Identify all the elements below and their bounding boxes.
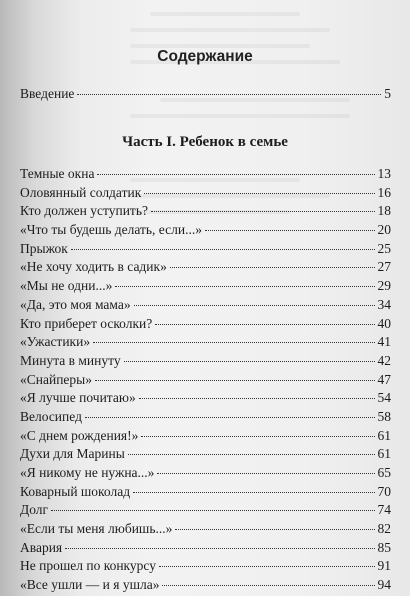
- toc-entry: [20, 353, 391, 372]
- toc-entry-page: 42: [377, 352, 391, 368]
- toc-entry-title: Авария: [20, 539, 63, 555]
- toc-entry: [20, 259, 391, 278]
- dot-leader: [139, 398, 375, 399]
- part-title: Часть I. Ребенок в семье: [122, 134, 288, 150]
- toc-entry-page: 61: [377, 427, 391, 443]
- toc-entry-title: «Да, это моя мама»: [20, 296, 131, 312]
- toc-entry-title: «Я лучше почитаю»: [20, 390, 136, 406]
- toc-entry-page: 13: [377, 166, 391, 181]
- toc-entry: [20, 297, 391, 316]
- dot-leader: [71, 249, 375, 250]
- toc-entry-title: «Все ушли — и я ушла»: [20, 577, 160, 593]
- dot-leader: [162, 585, 374, 586]
- toc-entry: [20, 577, 391, 596]
- toc-entry: [20, 372, 391, 391]
- toc-entry: [20, 222, 391, 241]
- toc-entry-page: 70: [377, 483, 391, 499]
- dot-leader: [133, 492, 374, 493]
- toc-entry: [20, 558, 391, 577]
- dot-leader: [124, 361, 375, 362]
- toc-entry-page: 5: [384, 86, 391, 101]
- toc-entry-title: «Снайперы»: [20, 371, 92, 387]
- toc-entry-title: Кто должен уступить?: [20, 203, 148, 219]
- toc-entry-page: 40: [377, 315, 391, 331]
- toc-entry-page: 20: [377, 222, 391, 238]
- toc-entry-title: «Мы не одни...»: [20, 278, 113, 294]
- toc-entry-page: 65: [377, 465, 391, 480]
- dot-leader: [95, 380, 375, 381]
- toc-entry-page: 94: [377, 577, 391, 593]
- toc-entry-page: 61: [377, 446, 391, 462]
- dot-leader: [51, 510, 374, 511]
- toc-entry-title: Минута в минуту: [20, 352, 121, 368]
- toc-entry-page: 16: [377, 184, 391, 200]
- dot-leader: [134, 305, 375, 306]
- toc-entry-page: 91: [377, 558, 391, 574]
- toc-entry: [20, 316, 391, 335]
- toc-entry: [20, 166, 391, 185]
- dot-leader: [77, 94, 381, 95]
- dot-leader: [141, 436, 374, 437]
- dot-leader: [175, 529, 374, 530]
- toc-entry: [20, 428, 391, 447]
- dot-leader: [159, 566, 375, 567]
- toc-entry-title: «Если ты меня любишь...»: [20, 521, 173, 537]
- toc-entry-introduction: [20, 86, 391, 104]
- dot-leader: [157, 473, 374, 474]
- toc-entry-page: 25: [377, 240, 391, 256]
- toc-entry-title: «С днем рождения!»: [20, 427, 139, 443]
- toc-entry: [20, 409, 391, 428]
- toc-entry: [20, 540, 391, 559]
- toc-list: [20, 166, 391, 596]
- contents-heading: Содержание: [157, 48, 253, 65]
- toc-entry-title: Прыжок: [20, 240, 68, 256]
- toc-entry: [20, 521, 391, 540]
- toc-entry: [20, 203, 391, 222]
- toc-entry: [20, 241, 391, 260]
- dot-leader: [85, 417, 375, 418]
- toc-entry-title: «Ужастики»: [20, 334, 91, 350]
- dot-leader: [144, 193, 374, 194]
- toc-entry-title: Духи для Марины: [20, 446, 125, 462]
- toc-entry: [20, 446, 391, 465]
- toc-entry-page: 18: [377, 203, 391, 219]
- toc-entry-page: 85: [377, 539, 391, 555]
- toc-entry-title: Не прошел по конкурсу: [20, 558, 156, 574]
- toc-entry-page: 54: [377, 390, 391, 406]
- toc-entry-title: Коварный шоколад: [20, 483, 131, 499]
- toc-entry-page: 47: [377, 371, 391, 387]
- toc-entry-title: «Я никому не нужна...»: [20, 465, 155, 480]
- toc-entry-title: Оловянный солдатик: [20, 184, 142, 200]
- toc-entry: [20, 390, 391, 409]
- toc-entry-title: Кто приберет осколки?: [20, 315, 153, 331]
- toc-entry: [20, 484, 391, 503]
- toc-entry: [20, 278, 391, 297]
- dot-leader: [65, 548, 374, 549]
- dot-leader: [155, 324, 374, 325]
- toc-entry-page: 58: [377, 408, 391, 424]
- toc-entry-title: Введение: [20, 86, 75, 101]
- toc-entry: [20, 334, 391, 353]
- toc-entry-page: 34: [377, 296, 391, 312]
- toc-entry-page: 74: [377, 502, 391, 518]
- toc-entry-title: Темные окна: [20, 166, 95, 181]
- toc-entry: [20, 185, 391, 204]
- toc-entry-title: «Что ты будешь делать, если...»: [20, 222, 202, 238]
- dot-leader: [128, 454, 375, 455]
- dot-leader: [205, 230, 375, 231]
- toc-entry-title: Велосипед: [20, 408, 82, 424]
- toc-entry-page: 27: [377, 259, 391, 275]
- dot-leader: [151, 211, 375, 212]
- toc-entry-title: Долг: [20, 502, 49, 518]
- dot-leader: [97, 174, 374, 175]
- toc-entry-page: 29: [377, 278, 391, 294]
- toc-entry: [20, 465, 391, 484]
- toc-entry-title: «Не хочу ходить в садик»: [20, 259, 167, 275]
- dot-leader: [93, 342, 374, 343]
- toc-entry-page: 41: [377, 334, 391, 350]
- dot-leader: [170, 267, 375, 268]
- toc-entry-page: 82: [377, 521, 391, 537]
- toc-entry: [20, 502, 391, 521]
- dot-leader: [115, 286, 374, 287]
